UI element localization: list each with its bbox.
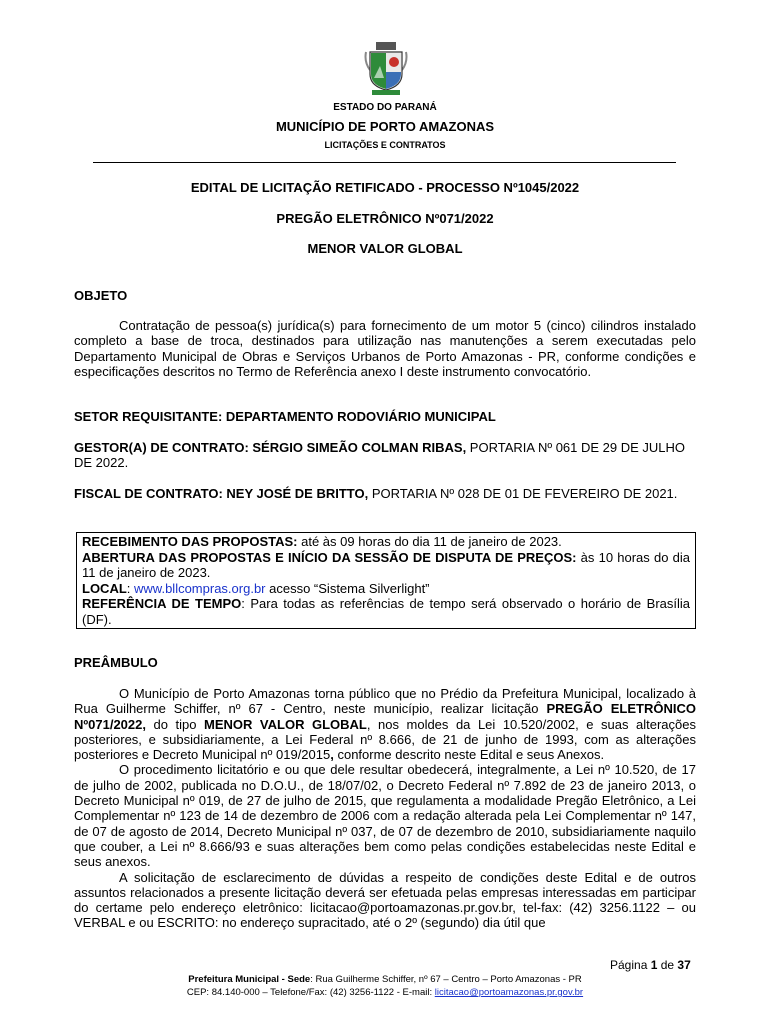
objeto-text: Contratação de pessoa(s) jurídica(s) para fornecimento de um motor 5 (cinco) cilindros instalado completo a base de troca, destinados para utilização nas manutenções a serem executadas pelo Departamento Municipal de Obras e Serviços Urbanos de Porto Amazonas - PR, conforme condições e especificações descritos no Termo de Referência anexo I deste instrumento convocatório. <box>74 318 696 379</box>
preambulo-section <box>74 686 696 931</box>
footer-sede-label: Prefeitura Municipal - Sede <box>188 974 311 985</box>
fiscal-text: PORTARIA Nº 028 DE 01 DE FEVEREIRO DE 2021. <box>368 486 678 501</box>
referencia-text: : Para todas as referências de tempo será observado o horário de Brasília (DF). <box>82 596 690 627</box>
gestor-text: PORTARIA Nº 061 DE 29 DE JULHO DE 2022. <box>74 440 686 471</box>
page-total: 37 <box>677 958 691 972</box>
page-number <box>610 958 691 972</box>
p1-comma: , <box>330 747 334 763</box>
edital-title: EDITAL DE LICITAÇÃO RETIFICADO - PROCESSO Nº1045/2022 <box>190 180 580 195</box>
preambulo-paragraph-2: O procedimento licitatório e ou que dele resultar obedecerá, integralmente, a Lei nº 10.520, de 17 de julho de 2002, publicada no D.O.U., de 18/07/02, o Decreto Federal nº 7.892 de 23 de janeiro 2013, o Decreto Municipal nº 019, de 27 de julho de 2015, que regulamenta a modalidade Pregão Eletrônico, a Lei Complementar nº 123 de 14 de dezembro de 2006 com a redação alterada pela Lei Complementar nº 147, de 07 de agosto de 2014, Decreto Municipal nº 037, de 07 de dezembro de 2010, subsidiariamente naquilo que couber, a Lei nº 8.666/93 e suas alterações bem como pelas condições estabelecidas neste Edital e seus anexos. <box>74 762 696 870</box>
recebimento-line <box>82 534 690 550</box>
referencia-label: REFERÊNCIA DE TEMPO <box>82 596 242 611</box>
preambulo-paragraph-3: A solicitação de esclarecimento de dúvidas a respeito de condições deste Edital e de outros assuntos relacionados a presente licitação deverá ser efetuada pelas empresas interessadas em participar do certame pelo endereço eletrônico: licitacao@portoamazonas.pr.gov.br, tel-fax: (42) 3256.1122 – ou VERBAL e ou ESCRITO: no endereço supracitado, até o 2º (segundo) dia útil que <box>74 869 696 931</box>
department-name: LICITAÇÕES E CONTRATOS <box>324 140 446 150</box>
recebimento-label: RECEBIMENTO DAS PROPOSTAS: <box>82 534 298 549</box>
preambulo-paragraph-1 <box>74 686 696 762</box>
footer-line-1 <box>0 974 770 985</box>
p1-criteria: MENOR VALOR GLOBAL <box>204 716 367 732</box>
bllcompras-link[interactable]: www.bllcompras.org.br <box>134 580 266 596</box>
header-divider <box>93 162 676 163</box>
footer-contact: CEP: 84.140-000 – Telefone/Fax: (42) 3256-1122 - E-mail: <box>186 987 435 998</box>
state-name: ESTADO DO PARANÁ <box>333 102 437 113</box>
p1-part-c: do tipo <box>145 716 204 732</box>
page-prefix: Página <box>610 958 651 972</box>
footer-address: : Rua Guilherme Schiffer, nº 67 – Centro – Porto Amazonas - PR <box>310 974 582 985</box>
objeto-section <box>74 318 696 379</box>
p1-part-a: O Município de Porto Amazonas torna público que no Prédio da Prefeitura Municipal, localizado à Rua Guilherme Schiffer, nº 67 - Centro, neste município, realizar licitação <box>74 686 696 717</box>
objeto-heading: OBJETO <box>74 288 128 303</box>
p1-pregao: PREGÃO ELETRÔNICO Nº071/2022, <box>74 701 696 732</box>
gestor-section <box>74 440 696 471</box>
abertura-text: às 10 horas do dia 11 de janeiro de 2023. <box>82 549 690 580</box>
local-text: acesso “Sistema Silverlight” <box>265 580 430 596</box>
gestor-label: GESTOR(A) DE CONTRATO: SÉRGIO SIMEÃO COLMAN RIBAS, <box>74 440 467 455</box>
page-current: 1 <box>650 958 658 972</box>
local-label: LOCAL <box>82 580 127 596</box>
local-colon: : <box>126 580 135 596</box>
abertura-line <box>82 550 690 581</box>
referencia-line <box>82 596 690 627</box>
municipal-crest-icon <box>364 42 408 96</box>
p1-part-e: , nos moldes da Lei 10.520/2002, e suas alterações posteriores, e subsidiariamente, a Lei Federal nº 8.666, de 21 de junho de 1993, com as alterações posteriores e Decreto Municipal nº 019/2015 <box>74 716 696 763</box>
footer-email-link[interactable]: licitacao@portoamazonas.pr.gov.br <box>434 987 584 998</box>
recebimento-text: até às 09 horas do dia 11 de janeiro de 2023. <box>297 534 562 549</box>
fiscal-label: FISCAL DE CONTRATO: NEY JOSÉ DE BRITTO, <box>74 486 369 501</box>
pregao-title: PREGÃO ELETRÔNICO Nº071/2022 <box>276 211 494 226</box>
municipality-name: MUNICÍPIO DE PORTO AMAZONAS <box>275 119 495 134</box>
p1-part-g: conforme descrito neste Edital e seus Anexos. <box>333 747 605 763</box>
footer-line-2 <box>0 987 770 998</box>
setor-requisitante: SETOR REQUISITANTE: DEPARTAMENTO RODOVIÁRIO MUNICIPAL <box>74 409 496 424</box>
page-middle: de <box>657 958 678 972</box>
abertura-label: ABERTURA DAS PROPOSTAS E INÍCIO DA SESSÃO DE DISPUTA DE PREÇOS: <box>82 549 577 565</box>
criteria-title: MENOR VALOR GLOBAL <box>307 241 463 256</box>
schedule-box <box>76 532 696 629</box>
fiscal-section <box>74 486 696 501</box>
local-line <box>82 581 690 597</box>
preambulo-heading: PREÂMBULO <box>74 655 158 670</box>
